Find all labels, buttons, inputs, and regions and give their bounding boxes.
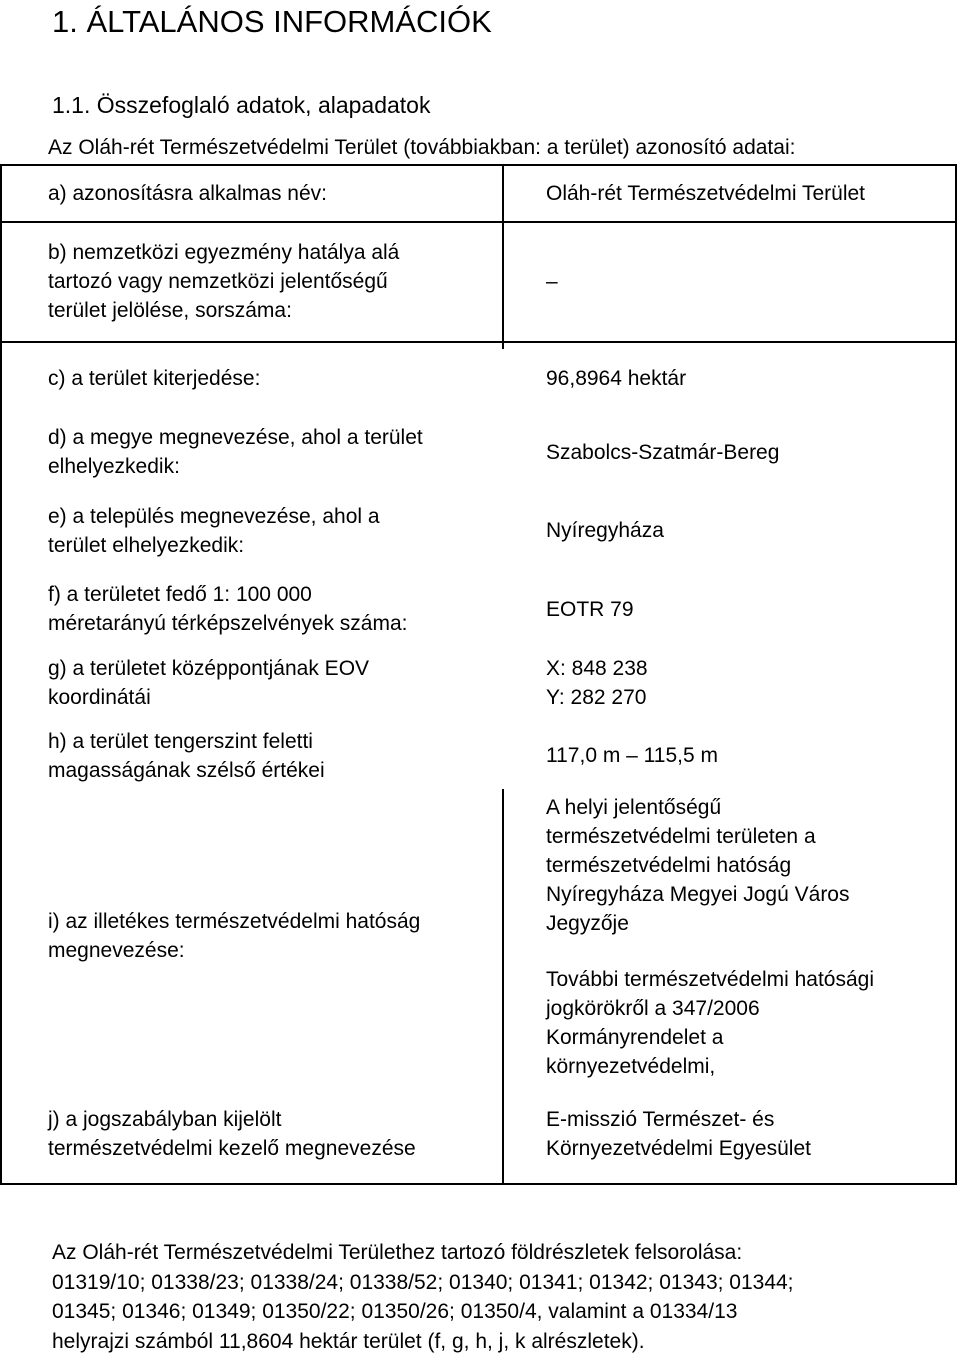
row-f-value: EOTR 79	[546, 598, 634, 621]
row-divider	[2, 221, 955, 223]
column-divider	[502, 789, 504, 1185]
row-f-label: f) a területet fedő 1: 100 000 méretarányú térképszelvények száma:	[48, 583, 408, 635]
row-g-label: g) a területet középpontjának EOV koordinátái	[48, 657, 370, 709]
parcel-list: Az Oláh-rét Természetvédelmi Területhez tartozó földrészletek felsorolása: 01319/10; 01338/23; 01338/24; 01338/52; 01340; 01341; 01342; 01343; 01344; 01345; 01346; 01349; 01350/22; 01350/26; 01350/4, valamint a 01334/13 helyrajzi számból 11,8604 hektár terület (f, g, h, j, k alrészletek).	[52, 1241, 794, 1353]
row-g-value: X: 848 238 Y: 282 270	[546, 657, 648, 709]
row-i-value: A helyi jelentőségű természetvédelmi területen a természetvédelmi hatóság Nyíregyháza Megyei Jogú Város Jegyzője	[546, 796, 850, 935]
row-a-label: a) azonosításra alkalmas név:	[48, 182, 327, 205]
row-a-value: Oláh-rét Természetvédelmi Terület	[546, 182, 866, 205]
row-e-value: Nyíregyháza	[546, 519, 664, 542]
row-c-label: c) a terület kiterjedése:	[48, 367, 261, 390]
row-d-value: Szabolcs-Szatmár-Bereg	[546, 441, 780, 464]
column-divider	[502, 166, 504, 349]
heading-general-information: 1. ÁLTALÁNOS INFORMÁCIÓK	[52, 4, 492, 39]
intro-text: Az Oláh-rét Természetvédelmi Terület (továbbiakban: a terület) azonosító adatai:	[48, 136, 796, 159]
row-h-value: 117,0 m – 115,5 m	[546, 744, 718, 767]
row-i-label: i) az illetékes természetvédelmi hatóság megnevezése:	[48, 910, 421, 962]
row-i-value-extra: További természetvédelmi hatósági jogkörökről a 347/2006 Kormányrendelet a környezetvédelmi,	[546, 968, 875, 1078]
row-j-value: E-misszió Természet- és Környezetvédelmi Egyesület	[546, 1108, 811, 1160]
row-h-label: h) a terület tengerszint feletti magasságának szélső értékei	[48, 730, 325, 782]
heading-summary-data: 1.1. Összefoglaló adatok, alapadatok	[52, 92, 431, 118]
row-c-value: 96,8964 hektár	[546, 367, 687, 390]
identification-table	[0, 164, 957, 1185]
row-j-label: j) a jogszabályban kijelölt természetvédelmi kezelő megnevezése	[48, 1108, 416, 1160]
row-e-label: e) a település megnevezése, ahol a terület elhelyezkedik:	[48, 505, 380, 557]
row-b-label: b) nemzetközi egyezmény hatálya alá tartozó vagy nemzetközi jelentőségű terület jelölése, sorszáma:	[48, 241, 400, 322]
row-b-value: –	[546, 270, 558, 293]
row-d-label: d) a megye megnevezése, ahol a terület elhelyezkedik:	[48, 426, 423, 478]
row-divider	[2, 341, 955, 343]
